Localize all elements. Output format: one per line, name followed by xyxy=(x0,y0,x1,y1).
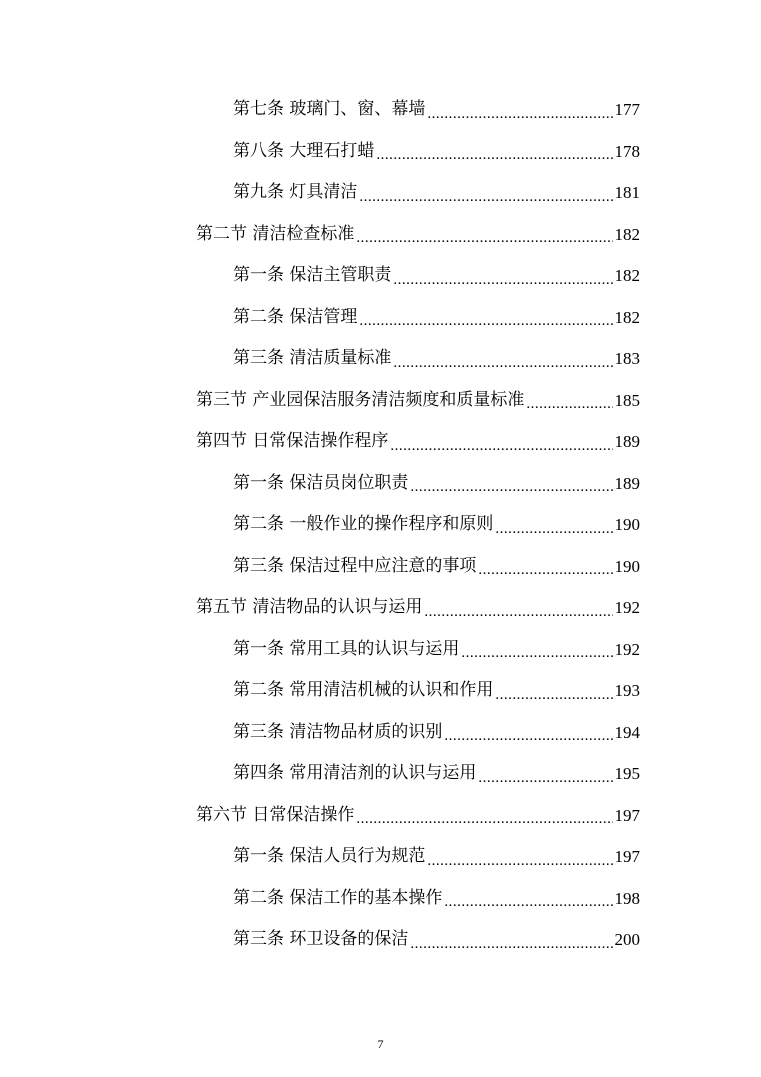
toc-entry-title: 第四条 常用清洁剂的认识与运用 xyxy=(233,763,477,784)
toc-entry-title: 第一条 保洁主管职责 xyxy=(233,265,392,286)
toc-entry-title: 第四节 日常保洁操作程序 xyxy=(196,431,389,452)
toc-dot-leader xyxy=(478,563,612,587)
toc-entry[interactable] xyxy=(0,255,640,297)
toc-entry-title: 第三条 保洁过程中应注意的事项 xyxy=(233,555,477,576)
toc-entry[interactable] xyxy=(0,836,640,878)
toc-entry[interactable] xyxy=(0,919,640,961)
toc-dot-leader xyxy=(444,729,612,753)
toc-entry-page: 190 xyxy=(614,556,640,576)
toc-entry[interactable] xyxy=(0,338,640,380)
toc-entry-title: 第三条 环卫设备的保洁 xyxy=(233,929,409,950)
toc-entry-page: 197 xyxy=(614,805,640,825)
toc-entry[interactable] xyxy=(0,89,640,131)
toc-entry-title: 第八条 大理石打蜡 xyxy=(233,140,375,161)
toc-dot-leader xyxy=(424,605,612,629)
toc-entry-title: 第二条 常用清洁机械的认识和作用 xyxy=(233,680,494,701)
toc-dot-leader xyxy=(495,688,612,712)
toc-dot-leader xyxy=(356,231,612,255)
toc-entry-title: 第三条 清洁质量标准 xyxy=(233,348,392,369)
toc-entry-page: 200 xyxy=(614,930,640,950)
toc-dot-leader xyxy=(359,190,612,214)
toc-dot-leader xyxy=(393,356,612,380)
toc-dot-leader xyxy=(444,895,612,919)
toc-entry-page: 194 xyxy=(614,722,640,742)
toc-entry-page: 189 xyxy=(614,473,640,493)
toc-entry[interactable] xyxy=(0,463,640,505)
toc-entry[interactable] xyxy=(0,172,640,214)
toc-entry-title: 第三条 清洁物品材质的识别 xyxy=(233,721,443,742)
toc-dot-leader xyxy=(478,771,612,795)
toc-entry-page: 182 xyxy=(614,224,640,244)
toc-entry-page: 182 xyxy=(614,307,640,327)
toc-entry[interactable] xyxy=(0,795,640,837)
toc-entry[interactable] xyxy=(0,421,640,463)
toc-entry[interactable] xyxy=(0,297,640,339)
toc-entry-page: 189 xyxy=(614,432,640,452)
toc-entry[interactable] xyxy=(0,878,640,920)
toc-entry-page: 183 xyxy=(614,349,640,369)
toc-entry-title: 第一条 保洁人员行为规范 xyxy=(233,846,426,867)
toc-entry[interactable] xyxy=(0,670,640,712)
toc-entry-page: 192 xyxy=(614,598,640,618)
toc-entry[interactable] xyxy=(0,629,640,671)
toc-entry-page: 190 xyxy=(614,515,640,535)
toc-entry-page: 192 xyxy=(614,639,640,659)
toc-dot-leader xyxy=(427,854,612,878)
toc-dot-leader xyxy=(393,273,612,297)
toc-entry-title: 第七条 玻璃门、窗、幕墙 xyxy=(233,99,426,120)
toc-entry-page: 182 xyxy=(614,266,640,286)
toc-entry-title: 第一条 保洁员岗位职责 xyxy=(233,472,409,493)
toc-entry-page: 181 xyxy=(614,183,640,203)
toc-entry-page: 195 xyxy=(614,764,640,784)
toc-dot-leader xyxy=(410,937,612,961)
toc-dot-leader xyxy=(495,522,612,546)
toc-entry[interactable] xyxy=(0,546,640,588)
toc-entry[interactable] xyxy=(0,131,640,173)
toc-entry-page: 193 xyxy=(614,681,640,701)
toc-dot-leader xyxy=(410,480,612,504)
toc-entry-page: 177 xyxy=(614,100,640,120)
toc-entry[interactable] xyxy=(0,587,640,629)
toc-entry[interactable] xyxy=(0,214,640,256)
toc-dot-leader xyxy=(390,439,612,463)
toc-entry-title: 第二条 保洁工作的基本操作 xyxy=(233,887,443,908)
toc-entry[interactable] xyxy=(0,380,640,422)
toc-dot-leader xyxy=(526,397,612,421)
toc-dot-leader xyxy=(359,314,612,338)
toc-entry-page: 198 xyxy=(614,888,640,908)
toc-entry[interactable] xyxy=(0,753,640,795)
page-number: 7 xyxy=(377,1037,384,1051)
table-of-contents xyxy=(0,89,761,961)
toc-entry-page: 185 xyxy=(614,390,640,410)
toc-dot-leader xyxy=(376,148,612,172)
toc-entry-page: 197 xyxy=(614,847,640,867)
toc-entry-title: 第一条 常用工具的认识与运用 xyxy=(233,638,460,659)
toc-entry-page: 178 xyxy=(614,141,640,161)
toc-entry-title: 第二条 保洁管理 xyxy=(233,306,358,327)
toc-dot-leader xyxy=(427,107,612,131)
toc-entry-title: 第二节 清洁检查标准 xyxy=(196,223,355,244)
toc-entry-title: 第二条 一般作业的操作程序和原则 xyxy=(233,514,494,535)
toc-dot-leader xyxy=(356,812,612,836)
toc-entry-title: 第三节 产业园保洁服务清洁频度和质量标准 xyxy=(196,389,525,410)
toc-entry-title: 第五节 清洁物品的认识与运用 xyxy=(196,597,423,618)
toc-entry-title: 第九条 灯具清洁 xyxy=(233,182,358,203)
toc-dot-leader xyxy=(461,646,612,670)
toc-entry-title: 第六节 日常保洁操作 xyxy=(196,804,355,825)
toc-entry[interactable] xyxy=(0,712,640,754)
toc-entry[interactable] xyxy=(0,504,640,546)
